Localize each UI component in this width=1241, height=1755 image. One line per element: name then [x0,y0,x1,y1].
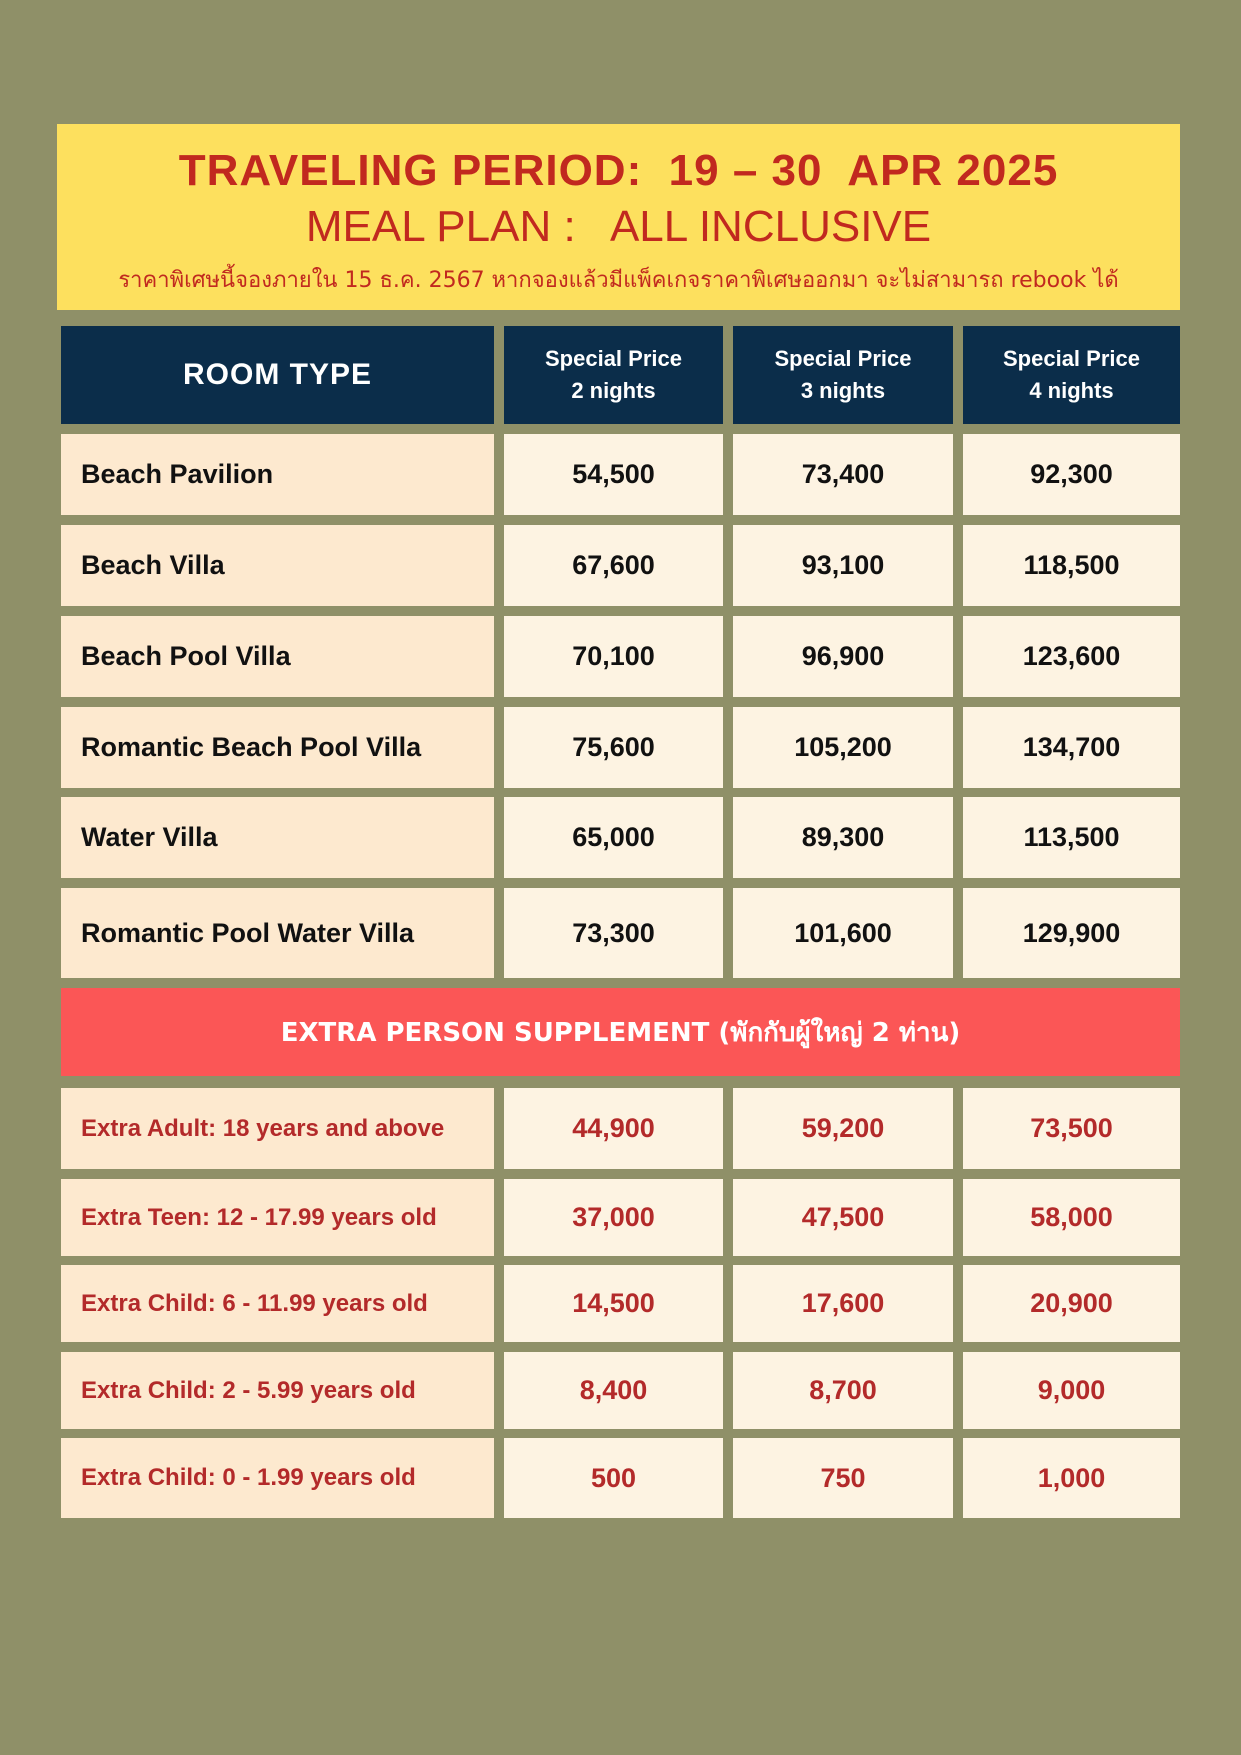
extra-person-label: Extra Adult: 18 years and above [61,1088,494,1169]
price-4-nights: 118,500 [963,525,1180,606]
extra-price-3-nights: 47,500 [733,1179,953,1256]
price-4-nights: 134,700 [963,707,1180,788]
price-3-nights: 89,300 [733,797,953,878]
extra-price-4-nights: 58,000 [963,1179,1180,1256]
price-2-nights: 75,600 [504,707,723,788]
header-nights-label: 2 nights [571,378,656,403]
price-2-nights: 67,600 [504,525,723,606]
price-4-nights: 129,900 [963,888,1180,978]
header-room-type [61,326,494,424]
header-nights-label: 4 nights [1029,378,1114,403]
room-name: Water Villa [61,797,494,878]
traveling-period: TRAVELING PERIOD: 19 – 30 APR 2025 [178,146,1059,195]
room-name: Beach Pavilion [61,434,494,515]
price-2-nights: 65,000 [504,797,723,878]
price-4-nights: 92,300 [963,434,1180,515]
header-price-3-nights [733,326,953,424]
extra-price-4-nights: 73,500 [963,1088,1180,1169]
price-4-nights: 113,500 [963,797,1180,878]
price-2-nights: 70,100 [504,616,723,697]
extra-price-3-nights: 750 [733,1438,953,1518]
price-3-nights: 93,100 [733,525,953,606]
extra-person-label: Extra Child: 6 - 11.99 years old [61,1265,494,1342]
price-3-nights: 101,600 [733,888,953,978]
room-name: Beach Villa [61,525,494,606]
header-price-4-nights [963,326,1180,424]
extra-price-4-nights: 1,000 [963,1438,1180,1518]
price-3-nights: 96,900 [733,616,953,697]
header-banner [57,124,1180,310]
extra-price-4-nights: 9,000 [963,1352,1180,1429]
price-2-nights: 73,300 [504,888,723,978]
extra-person-label: Extra Teen: 12 - 17.99 years old [61,1179,494,1256]
header-nights-label: 3 nights [800,378,886,403]
extra-person-label: Extra Child: 0 - 1.99 years old [61,1438,494,1518]
meal-plan: MEAL PLAN : ALL INCLUSIVE [305,202,932,251]
extra-price-2-nights: 37,000 [504,1179,723,1256]
header-room-type-label: ROOM TYPE [182,358,372,391]
header-price-label: Special Price [774,346,912,371]
room-name: Beach Pool Villa [61,616,494,697]
price-2-nights: 54,500 [504,434,723,515]
header-price-2-nights [504,326,723,424]
extra-person-label: Extra Child: 2 - 5.99 years old [61,1352,494,1429]
extra-price-2-nights: 500 [504,1438,723,1518]
room-name: Romantic Beach Pool Villa [61,707,494,788]
price-4-nights: 123,600 [963,616,1180,697]
extra-price-2-nights: 44,900 [504,1088,723,1169]
extra-price-3-nights: 17,600 [733,1265,953,1342]
extra-price-2-nights: 8,400 [504,1352,723,1429]
header-price-label: Special Price [1003,346,1140,371]
room-name: Romantic Pool Water Villa [61,888,494,978]
extra-person-supplement-header: EXTRA PERSON SUPPLEMENT (พักกับผู้ใหญ่ 2 ท่าน) [61,988,1180,1076]
price-3-nights: 105,200 [733,707,953,788]
extra-price-3-nights: 59,200 [733,1088,953,1169]
booking-note: ราคาพิเศษนี้จองภายใน 15 ธ.ค. 2567 หากจองแล้วมีแพ็คเกจราคาพิเศษออกมา จะไม่สามารถ rebook ได้ [118,268,1119,293]
extra-price-4-nights: 20,900 [963,1265,1180,1342]
extra-price-3-nights: 8,700 [733,1352,953,1429]
header-price-label: Special Price [545,346,682,371]
extra-price-2-nights: 14,500 [504,1265,723,1342]
price-3-nights: 73,400 [733,434,953,515]
